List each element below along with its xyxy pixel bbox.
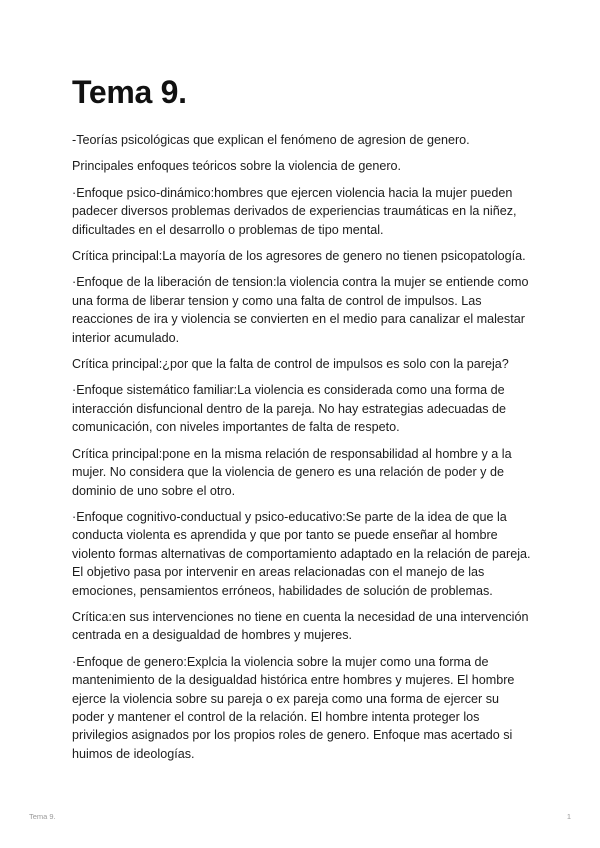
paragraph-cognitive-behavioral: ·Enfoque cognitivo-conductual y psico-educativo:Se parte de la idea de que la conducta violenta es aprendida y que por tanto se puede enseñar al hombre violento formas alternativas de comportamiento adaptado en la relación de pareja. El objetivo pasa por intervenir en areas relacionadas con el manejo de las emociones, pensamientos erróneos, habilidades de solución de problemas.: [72, 509, 531, 598]
paragraph-cognitive-behavioral-critique: Crítica:en sus intervenciones no tiene en cuenta la necesidad de una intervención centrada en a desigualdad de hombres y mujeres.: [72, 609, 529, 643]
paragraph-intro-theories: -Teorías psicológicas que explican el fenómeno de agresion de genero.: [72, 133, 470, 147]
footer-title: Tema 9.: [29, 812, 56, 821]
paragraph-tension-release-critique: Crítica principal:¿por que la falta de control de impulsos es solo con la pareja?: [72, 357, 509, 372]
paragraph-family-systemic-critique: Crítica principal:pone en la misma relación de responsabilidad al hombre y a la mujer. No considera que la violencia de genero es una relación de poder y de dominio de uno sobre el otro.: [72, 446, 512, 498]
paragraph-gender-approach: ·Enfoque de genero:Explcia la violencia sobre la mujer como una forma de mantenimiento de la desigualdad histórica entre hombres y mujeres. El hombre ejerce la violencia sobre su pareja o ex pareja como una forma de ejercer su poder y mantener el control de la relación. El hombre intenta proteger los privilegios asignados por los propios roles de genero. Enfoque mas acertado si huimos de ideologías.: [72, 654, 515, 761]
footer-page-number: 1: [566, 812, 571, 821]
document-body: [72, 131, 534, 771]
paragraph-tension-release: ·Enfoque de la liberación de tension:la violencia contra la mujer se entiende como una forma de liberar tension y como una falta de control de impulsos. Las reacciones de ira y violencia se convierten en el medio para canalizar el malestar interior acumulado.: [72, 275, 529, 345]
paragraph-main-approaches: Principales enfoques teóricos sobre la violencia de genero.: [72, 159, 402, 174]
paragraph-psychodynamic: ·Enfoque psico-dinámico:hombres que ejercen violencia hacia la mujer pueden padecer diversos problemas derivados de experiencias traumáticas en la niñez, dificultades en el desarrollo o problemas de tipo mental.: [72, 185, 517, 237]
page-title: Tema 9.: [72, 74, 187, 110]
paragraph-psychodynamic-critique: Crítica principal:La mayoría de los agresores de genero no tienen psicopatología.: [72, 249, 526, 264]
paragraph-family-systemic: ·Enfoque sistemático familiar:La violencia es considerada como una forma de interacción disfuncional dentro de la pareja. No hay estrategias adecuadas de comunicación, con niveles importantes de falta de respeto.: [72, 383, 507, 435]
